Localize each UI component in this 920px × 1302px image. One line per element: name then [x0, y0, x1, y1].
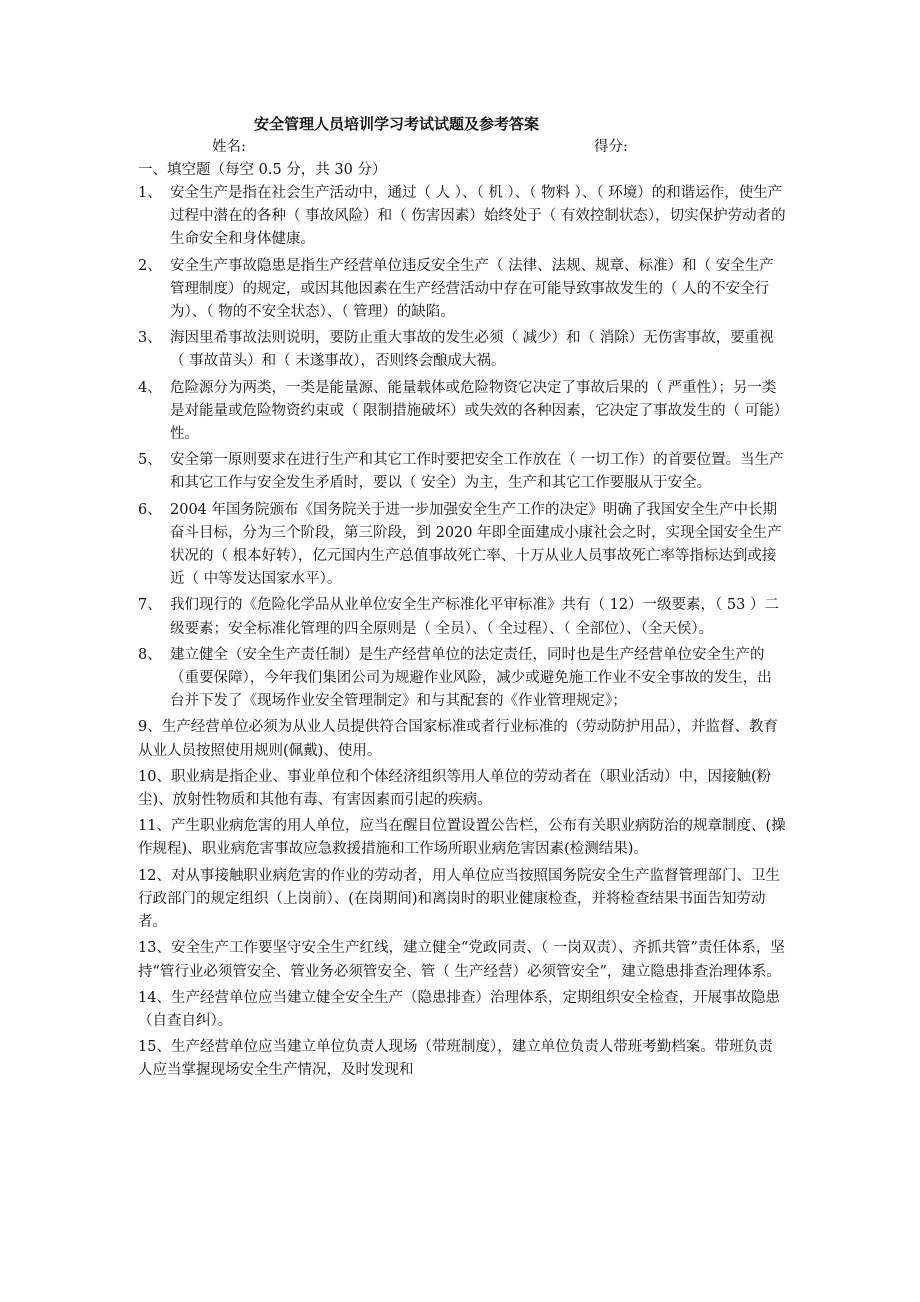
question-number: 3、 — [138, 330, 162, 347]
question-paragraph: 13、安全生产工作要坚守安全生产红线，建立健全“党政同责、（ 一岗双责）、齐抓共管”责任体系，坚持“管行业必须管安全、管业务必须管安全、管（ 生产经营）必须管安全”，建立隐患排查治理体系。 — [138, 940, 785, 980]
question-number: 4、 — [138, 379, 162, 396]
question-text: 安全生产事故隐患是指生产经营单位违反安全生产（ 法律、法规、规章、标准）和（ 安全生产管理制度）的规定，或因其他因素在生产经营活动中存在可能导致事故发生的（ 人的不安全行为）、（ 物的不安全状态）、（ 管理）的缺陷。 — [170, 257, 774, 321]
question-item — [138, 594, 786, 640]
info-row — [138, 136, 786, 159]
question-paragraph: 15、生产经营单位应当建立单位负责人现场（带班制度），建立单位负责人带班考勤档案。带班负责人应当掌握现场安全生产情况，及时发现和 — [138, 1039, 773, 1079]
question-item — [138, 377, 786, 447]
question-item — [138, 255, 786, 325]
question-item — [138, 327, 786, 373]
question-item — [138, 182, 786, 252]
exam-document — [138, 112, 786, 1083]
question-text: 安全生产是指在社会生产活动中，通过（ 人 ）、（ 机 ）、（ 物料 ）、（ 环境）的和谐运作，使生产过程中潜在的各种（ 事故风险）和（ 伤害因素）始终处于（ 有效控制状态），切实保护劳动者的生命安全和身体健康。 — [170, 185, 786, 248]
question-number: 7、 — [138, 597, 162, 614]
question-paragraph: 10、职业病是指企业、事业单位和个体经济组织等用人单位的劳动者在（职业活动）中，因接触(粉尘)、放射性物质和其他有毒、有害因素而引起的疾病。 — [138, 768, 772, 809]
question-text: 安全第一原则要求在进行生产和其它工作时要把安全工作放在（ 一切工作）的首要位置。当生产和其它工作与安全发生矛盾时，要以（ 安全）为主，生产和其它工作要服从于安全。 — [170, 452, 784, 492]
question-text: 2004 年国务院颁布《国务院关于进一步加强安全生产工作的决定》明确了我国安全生产中长期奋斗目标，分为三个阶段，第三阶段，到 2020 年即全面建成小康社会之时，实现全国安全生产状况的（ 根本好转），亿元国内生产总值事故死亡率、十万从业人员事故死亡率等指标达到或接近（ 中等发达国家水平）。 — [170, 501, 782, 588]
question-number: 8、 — [138, 646, 162, 663]
question-text: 危险源分为两类，一类是能量源、能量载体或危险物资它决定了事故后果的（ 严重性）；另一类是对能量或危险物资约束或（ 限制措施破坏）或失效的各种因素，它决定了事故发生的（ 可能）性。 — [170, 379, 781, 443]
name-label: 姓名: — [212, 139, 246, 155]
question-item — [138, 644, 786, 714]
question-number: 2、 — [138, 257, 162, 274]
document-title: 安全管理人员培训学习考试试题及参考答案 — [254, 115, 540, 133]
question-paragraph: 11、产生职业病危害的用人单位，应当在醒目位置设置公告栏，公布有关职业病防治的规章制度、(操作规程)、职业病危害事故应急救援措施和工作场所职业病危害因素(检测结果)。 — [138, 818, 786, 858]
question-paragraph: 14、生产经营单位应当建立健全安全生产（隐患排查）治理体系，定期组织安全检查，开展事故隐患（自查自纠）。 — [138, 989, 780, 1029]
question-item — [138, 499, 786, 592]
question-number: 6、 — [138, 501, 162, 518]
question-item — [138, 449, 786, 495]
question-text: 我们现行的《危险化学品从业单位安全生产标准化平审标准》共有（ 12）一级要素，（ 53 ）二级要素；安全标准化管理的四全原则是（ 全员）、（ 全过程）、（ 全部位）、（全天侯）。 — [170, 597, 779, 637]
score-label: 得分: — [594, 139, 628, 155]
question-number: 5、 — [138, 452, 162, 469]
section-heading: 一、填空题（每空 0.5 分，共 30 分） — [138, 162, 387, 178]
question-paragraph: 12、对从事接触职业病危害的作业的劳动者，用人单位应当按照国务院安全生产监督管理部门、卫生行政部门的规定组织（上岗前）、(在岗期间)和离岗时的职业健康检查，并将检查结果书面告知劳动者。 — [138, 867, 780, 931]
question-text: 建立健全（安全生产责任制）是生产经营单位的法定责任，同时也是生产经营单位安全生产的（重要保障），今年我们集团公司为规避作业风险，减少或避免施工作业不安全事故的发生，出台并下发了《现场作业安全管理制定》和与其配套的《作业管理规定》； — [170, 646, 772, 710]
question-paragraph: 9、生产经营单位必须为从业人员提供符合国家标准或者行业标准的（劳动防护用品），并监督、教育从业人员按照使用规则(佩戴)、使用。 — [138, 719, 778, 759]
question-number: 1、 — [138, 185, 162, 201]
question-text: 海因里希事故法则说明，要防止重大事故的发生必须（ 减少）和（ 消除）无伤害事故，要重视（ 事故苗头）和（ 未遂事故），否则终会酿成大祸。 — [170, 330, 774, 370]
